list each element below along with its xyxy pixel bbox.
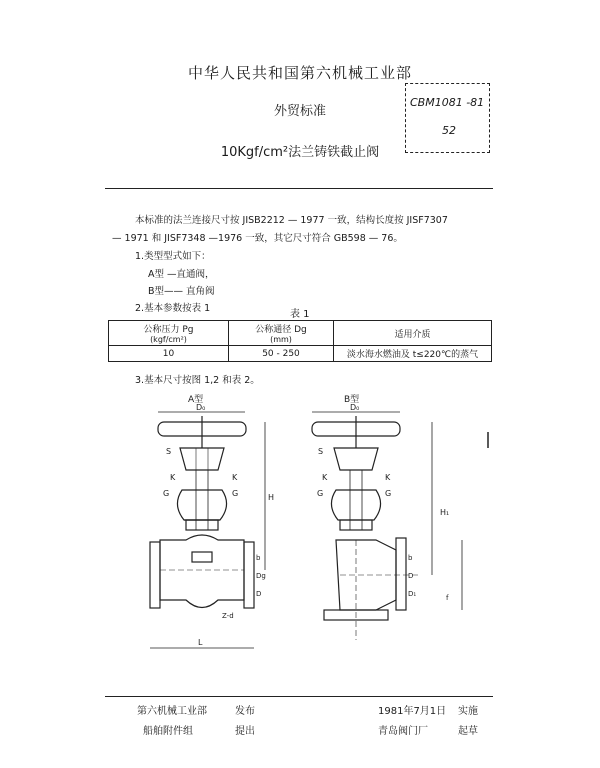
spec-table (108, 320, 492, 362)
fig-a-dg-label: Dg (256, 572, 266, 580)
footer-date: 1981年7月1日 (378, 706, 447, 717)
valve-drawings (0, 385, 600, 685)
fig-a-label: A型 (188, 395, 204, 405)
fig-a-d-label: D (256, 590, 262, 598)
fig-b-d-label: D (408, 572, 414, 580)
footer-divider (105, 696, 493, 697)
table-title: 表 1 (290, 309, 310, 320)
fig-a-d0-label: D₀ (196, 403, 206, 412)
intro-line-2: — 1971 和 JISF7348 —1976 一致，其它尺寸符合 GB598 — 76。 (112, 233, 403, 244)
cell-diameter: 50 - 250 (229, 346, 334, 362)
item-1: 1.类型型式如下： (135, 251, 211, 262)
fig-b-label: B型 (344, 395, 360, 405)
fig-a-b-label: b (256, 554, 261, 562)
fig-a-k2-label: K (232, 473, 238, 482)
cell-pressure: 10 (109, 346, 229, 362)
standard-code-box (405, 83, 490, 153)
fig-b-d1-label: D₁ (408, 590, 417, 598)
cell-medium: 淡水海水燃油及 t≤220℃的蒸气 (334, 346, 492, 362)
figure-a-straight-valve (150, 393, 274, 648)
fig-b-b-label: b (408, 554, 413, 562)
fig-a-g-label: G (163, 489, 170, 498)
fig-a-s-label: S (166, 447, 172, 456)
fig-b-s-label: S (318, 447, 324, 456)
table-header-row (109, 321, 492, 346)
fig-b-g-label: G (317, 489, 324, 498)
table-row (109, 346, 492, 362)
header-pressure: 公称压力 Pg (143, 325, 194, 335)
fig-a-k-label: K (170, 473, 176, 482)
fig-a-l-label: L (198, 638, 203, 647)
page-number: 52 (442, 124, 456, 137)
fig-a-h-label: H (268, 493, 275, 502)
fig-a-g2-label: G (232, 489, 239, 498)
header-medium: 适用介质 (334, 321, 492, 346)
fig-a-zd-label: Z-d (222, 612, 234, 620)
footer-issue: 发布 (235, 706, 255, 717)
unit-pressure: (kgf/cm²) (150, 335, 187, 344)
footer-draft: 起草 (458, 726, 478, 737)
fig-b-f-label: f (446, 594, 449, 602)
header-diameter: 公称通径 Dg (255, 325, 307, 335)
type-a: A型 —直通阀， (148, 269, 215, 280)
footer-issuer: 第六机械工业部 (137, 706, 207, 717)
standard-type: 外贸标准 (273, 104, 326, 119)
footer-proposal: 提出 (235, 726, 255, 737)
intro-line-1: 本标准的法兰连接尺寸按 JISB2212 — 1977 一致，结构长度按 JISF7307 (135, 215, 448, 226)
footer-proposer: 船舶附件组 (143, 726, 193, 737)
item-2: 2.基本参数按表 1 (135, 303, 211, 314)
type-b: B型—— 直角阀 (148, 286, 215, 297)
figure-b-angle-valve (312, 393, 462, 640)
fig-b-g2-label: G (385, 489, 392, 498)
fig-b-h1-label: H₁ (440, 508, 450, 517)
fig-b-k2-label: K (385, 473, 391, 482)
standard-code: CBM1081 -81 (410, 96, 485, 109)
header-divider (105, 188, 493, 189)
footer-drafter: 青岛阀门厂 (378, 726, 428, 737)
fig-b-k-label: K (322, 473, 328, 482)
item-3: 3.基本尺寸按图 1,2 和表 2。 (135, 375, 260, 386)
document-title: 10Kgf/cm²法兰铸铁截止阀 (220, 145, 380, 160)
footer-implement: 实施 (458, 706, 478, 717)
unit-diameter: (mm) (270, 335, 292, 344)
fig-b-d0-label: D₀ (350, 403, 360, 412)
ministry-name: 中华人民共和国第六机械工业部 (187, 64, 412, 82)
